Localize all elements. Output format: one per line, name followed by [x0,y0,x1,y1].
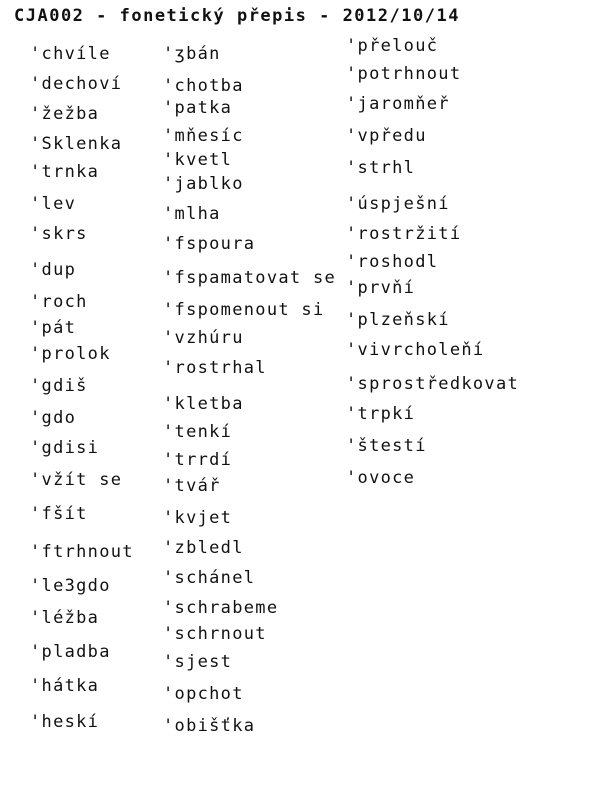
transcription-word: 'vivrcholeňí [346,340,485,360]
transcription-word: 'Sklenka [30,134,123,154]
transcription-word: 'léžba [30,608,100,628]
transcription-word: 'žežba [30,104,100,124]
transcription-word: 'rostržití [346,224,462,244]
transcription-word: 'pát [30,318,77,338]
transcription-word: 'prvňí [346,278,416,298]
transcription-word: 'jaromňeř [346,94,450,114]
transcription-word: 'sprostředkovat [346,374,520,394]
page-title: CJA002 - fonetický přepis - 2012/10/14 [14,6,460,26]
transcription-word: 'mňesíc [163,126,244,146]
transcription-word: 'vžít se [30,470,123,490]
transcription-word: 'trpkí [346,404,416,424]
transcription-word: 'sjest [163,652,233,672]
transcription-word: 'rostrhal [163,358,267,378]
transcription-word: 'heskí [30,712,100,732]
transcription-word: 'patka [163,98,233,118]
transcription-word: 'přelouč [346,36,439,56]
transcription-word: 'gdiš [30,376,88,396]
transcription-word: 'le3gdo [30,576,111,596]
transcription-word: 'zbledl [163,538,244,558]
transcription-word: 'fspoura [163,234,256,254]
transcription-word: 'prolok [30,344,111,364]
transcription-word: 'fspomenout si [163,300,325,320]
transcription-word: 'schrabeme [163,598,279,618]
transcription-word: 'roch [30,292,88,312]
transcription-word: 'dechoví [30,74,123,94]
transcription-word: 'fšít [30,504,88,524]
transcription-word: 'plzeňskí [346,310,450,330]
transcription-word: 'mlha [163,204,221,224]
transcription-word: 'pladba [30,642,111,662]
transcription-word: 'dup [30,260,77,280]
transcription-word: 'schrnout [163,624,267,644]
transcription-word: 'kletba [163,394,244,414]
transcription-word: 'schánel [163,568,256,588]
transcription-word: 'skrs [30,224,88,244]
transcription-word: 'fspamatovat se [163,268,337,288]
transcription-word: 'trrdí [163,450,233,470]
transcription-word: 'trnka [30,162,100,182]
transcription-word: 'chotba [163,76,244,96]
transcription-word: 'gdisi [30,438,100,458]
transcription-word: 'obišťka [163,716,256,736]
transcription-word: 'opchot [163,684,244,704]
transcription-word: 'jablko [163,174,244,194]
transcription-word: 'hátka [30,676,100,696]
transcription-word: 'tvář [163,476,221,496]
transcription-word: 'roshodl [346,252,439,272]
transcription-word: 'lev [30,194,77,214]
transcription-word: 'potrhnout [346,64,462,84]
transcription-word: 'vpředu [346,126,427,146]
transcription-word: 'strhl [346,158,416,178]
transcription-word: 'úspješní [346,194,450,214]
transcription-word: 'chvíle [30,44,111,64]
transcription-word: 'ʒbán [163,44,221,64]
transcription-word: 'kvjet [163,508,233,528]
transcription-word: 'ftrhnout [30,542,134,562]
transcription-word: 'ovoce [346,468,416,488]
transcription-word: 'štestí [346,436,427,456]
transcription-word: 'gdo [30,408,77,428]
transcription-word: 'vzhúru [163,328,244,348]
transcription-word: 'kvetl [163,150,233,170]
transcription-word: 'tenkí [163,422,233,442]
